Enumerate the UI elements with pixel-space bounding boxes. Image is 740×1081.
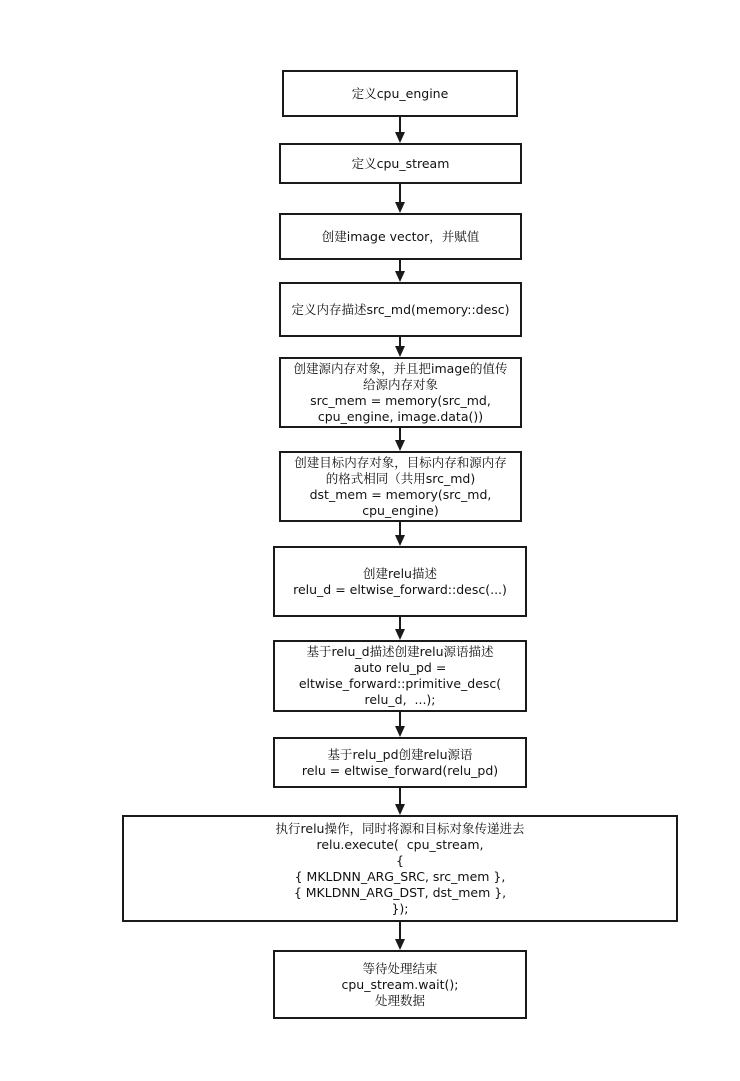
flow-node-text-line: 等待处理结束: [362, 960, 438, 976]
flow-node-text-line: dst_mem = memory(src_md,: [309, 486, 492, 502]
flow-node-text-line: });: [391, 900, 409, 916]
flow-node-text-line: 定义cpu_engine: [351, 85, 449, 101]
flow-arrow-head-icon: [395, 202, 405, 213]
flow-arrow: [395, 712, 405, 737]
flow-node-text-line: relu_d = eltwise_forward::desc(...): [293, 581, 507, 597]
flow-node-define-src-md: [279, 282, 522, 337]
flow-arrow-head-icon: [395, 726, 405, 737]
flow-node-text-line: auto relu_pd =: [353, 660, 447, 675]
flow-arrow-head-icon: [395, 629, 405, 640]
flow-node-create-dst-mem: [279, 451, 522, 522]
flow-arrow-head-icon: [395, 535, 405, 546]
flow-node-text-line: cpu_engine, image.data()): [317, 408, 484, 424]
flow-node-execute-relu: [122, 815, 678, 922]
flow-node-text-line: 基于relu_d描述创建relu源语描述: [306, 644, 494, 659]
flow-node-text-line: 创建image vector，并赋值: [321, 228, 480, 244]
flow-arrow-head-icon: [395, 939, 405, 950]
flow-arrow: [395, 428, 405, 451]
flow-arrow-head-icon: [395, 440, 405, 451]
flow-node-create-src-mem: [279, 357, 522, 428]
flow-node-create-relu-primitive: [273, 737, 527, 788]
flow-arrow: [395, 522, 405, 546]
flow-arrow-head-icon: [395, 346, 405, 357]
flow-node-text-line: 定义内存描述src_md(memory::desc): [291, 301, 510, 317]
flow-arrow: [395, 117, 405, 143]
flow-arrow: [395, 922, 405, 950]
flow-arrow: [395, 617, 405, 640]
flow-node-text-line: 执行relu操作，同时将源和目标对象传递进去: [275, 820, 525, 836]
flow-arrow: [395, 788, 405, 815]
flow-node-text-line: 的格式相同（共用src_md): [325, 470, 476, 486]
flow-node-text-line: { MKLDNN_ARG_SRC, src_mem },: [294, 868, 506, 884]
flow-node-text-line: 处理数据: [374, 992, 425, 1008]
flow-node-create-relu-desc: [273, 546, 527, 617]
flow-node-text-line: src_mem = memory(src_md,: [310, 392, 491, 408]
flow-node-text-line: 定义cpu_stream: [351, 155, 450, 171]
flow-node-text-line: cpu_engine): [362, 502, 439, 518]
flow-node-text-line: 创建relu描述: [363, 565, 437, 581]
flow-node-text-line: relu_d, ...);: [364, 692, 436, 707]
flow-node-text-line: { MKLDNN_ARG_DST, dst_mem },: [293, 884, 507, 900]
flow-arrow-head-icon: [395, 132, 405, 143]
flow-node-text-line: {: [396, 852, 404, 868]
flow-arrow: [395, 184, 405, 213]
flow-node-create-relu-pd: [273, 640, 527, 712]
flow-node-wait-and-process: [273, 950, 527, 1019]
flow-node-text-line: 创建目标内存对象，目标内存和源内存: [294, 454, 507, 470]
flow-node-text-line: 创建源内存对象，并且把image的值传: [293, 360, 508, 376]
flow-arrow-head-icon: [395, 271, 405, 282]
flow-node-text-line: cpu_stream.wait();: [341, 976, 459, 992]
flow-node-text-line: 给源内存对象: [362, 376, 438, 392]
flow-node-text-line: 基于relu_pd创建relu源语: [327, 746, 473, 762]
flow-node-create-image-vector: [279, 213, 522, 260]
flow-node-define-cpu-stream: [279, 143, 522, 184]
flow-node-text-line: relu.execute( cpu_stream,: [316, 836, 484, 852]
flow-arrow: [395, 260, 405, 282]
flow-node-define-cpu-engine: [282, 70, 518, 117]
flow-arrow-head-icon: [395, 804, 405, 815]
flow-node-text-line: eltwise_forward::primitive_desc(: [298, 676, 502, 691]
flow-node-text-line: relu = eltwise_forward(relu_pd): [301, 762, 499, 778]
flow-arrow: [395, 337, 405, 357]
